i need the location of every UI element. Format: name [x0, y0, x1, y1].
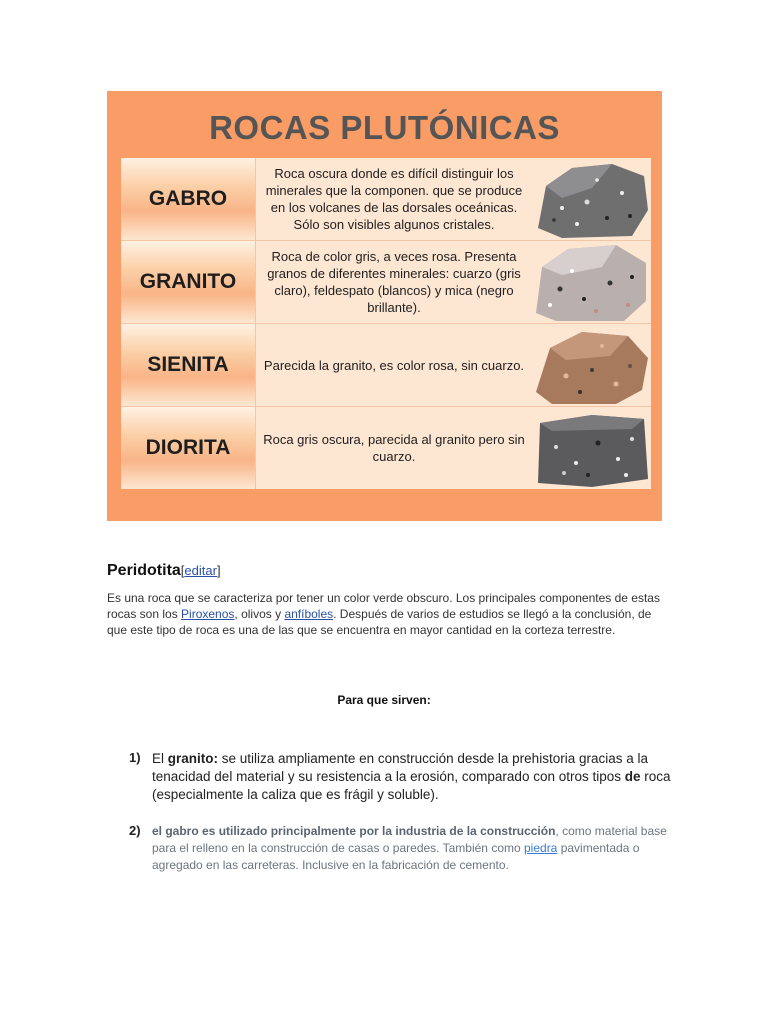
- rock-name: SIENITA: [121, 324, 256, 406]
- rock-table: [121, 158, 651, 489]
- rock-row-granito: [121, 241, 651, 324]
- anfiboles-link[interactable]: anfíboles: [284, 607, 334, 621]
- gabro-rock-image: [532, 158, 651, 240]
- rocas-plutonicas-infographic: [107, 91, 662, 521]
- infographic-title: ROCAS PLUTÓNICAS: [209, 109, 560, 146]
- rock-name: DIORITA: [121, 407, 256, 489]
- rock-row-gabro: [121, 158, 651, 241]
- rock-row-sienita: [121, 324, 651, 407]
- diorita-rock-image: [532, 407, 651, 489]
- rock-description: Roca gris oscura, parecida al granito pero sin cuarzo.: [256, 407, 532, 489]
- list-item-text: el gabro es utilizado principalmente por la industria de la construcción, como material base para el relleno en la construcción de casas o paredes. También como piedra pavimentada o agregado en las carreteras. Inclusive en la fabricación de cemento.: [152, 824, 667, 872]
- list-item: [129, 823, 674, 874]
- sienita-rock-image: [532, 324, 651, 406]
- section-heading: [107, 562, 221, 580]
- list-item: [129, 750, 674, 804]
- rock-description: Roca de color gris, a veces rosa. Presenta granos de diferentes minerales: cuarzo (gris claro), feldespato (blancos) y mica (negro brillante).: [256, 241, 532, 323]
- heading-text: Peridotita: [107, 562, 181, 579]
- rock-description: Parecida la granito, es color rosa, sin cuarzo.: [256, 324, 532, 406]
- rock-name: GRANITO: [121, 241, 256, 323]
- rock-description: Roca oscura donde es difícil distinguir los minerales que la componen. que se produce en los volcanes de las dorsales oceánicas. Sólo son visibles algunos cristales.: [256, 158, 532, 240]
- edit-link[interactable]: editar: [184, 563, 217, 578]
- rock-row-diorita: [121, 407, 651, 489]
- piedra-link[interactable]: piedra: [524, 841, 558, 855]
- list-item-text: El granito: se utiliza ampliamente en construcción desde la prehistoria gracias a la tenacidad del material y su resistencia a la erosión, comparado con otros tipos de roca (especialmente la caliza que es frágil y soluble).: [152, 751, 671, 802]
- piroxenos-link[interactable]: Piroxenos: [181, 607, 235, 621]
- list-number: 2): [129, 823, 141, 838]
- edit-section: [editar]: [180, 563, 221, 578]
- list-number: 1): [129, 750, 141, 765]
- rock-name: GABRO: [121, 158, 256, 240]
- granito-rock-image: [532, 241, 651, 323]
- peridotita-paragraph: Es una roca que se caracteriza por tener un color verde obscuro. Los principales componentes de estas rocas son los Piroxenos, olivos y anfíboles. Después de varios de estudios se llegó a la conclusión, de que este tipo de roca es una de las que se encuentra en mayor cantidad en la corteza terrestre.: [107, 591, 660, 637]
- uses-subheading: Para que sirven:: [337, 693, 431, 707]
